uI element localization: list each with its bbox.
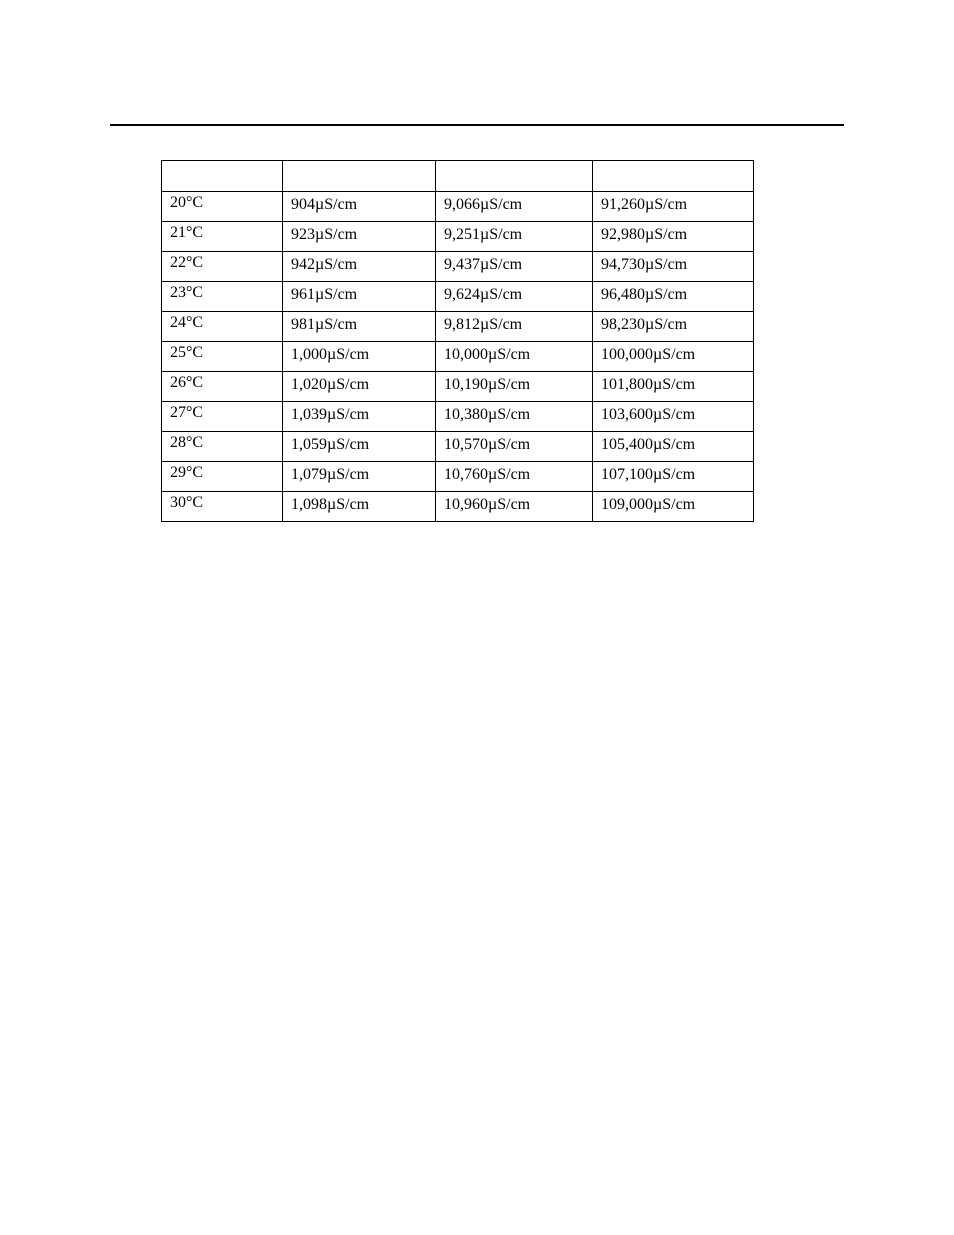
conductivity-cell: 10,380µS/cm xyxy=(436,402,593,432)
conductivity-cell: 961µS/cm xyxy=(283,282,436,312)
conductivity-table xyxy=(161,160,754,522)
header-cell xyxy=(283,161,436,192)
temperature-cell: 27°C xyxy=(162,402,283,432)
conductivity-cell: 904µS/cm xyxy=(283,192,436,222)
table-row xyxy=(162,402,754,432)
conductivity-cell: 9,812µS/cm xyxy=(436,312,593,342)
conductivity-cell: 10,960µS/cm xyxy=(436,492,593,522)
table-row xyxy=(162,252,754,282)
temperature-cell: 28°C xyxy=(162,432,283,462)
conductivity-cell: 10,570µS/cm xyxy=(436,432,593,462)
temperature-cell: 22°C xyxy=(162,252,283,282)
conductivity-cell: 9,066µS/cm xyxy=(436,192,593,222)
temperature-cell: 23°C xyxy=(162,282,283,312)
conductivity-cell: 107,100µS/cm xyxy=(593,462,754,492)
temperature-cell: 20°C xyxy=(162,192,283,222)
conductivity-cell: 1,000µS/cm xyxy=(283,342,436,372)
temperature-cell: 24°C xyxy=(162,312,283,342)
conductivity-cell: 9,251µS/cm xyxy=(436,222,593,252)
conductivity-cell: 105,400µS/cm xyxy=(593,432,754,462)
conductivity-cell: 91,260µS/cm xyxy=(593,192,754,222)
conductivity-cell: 103,600µS/cm xyxy=(593,402,754,432)
conductivity-cell: 101,800µS/cm xyxy=(593,372,754,402)
table-body xyxy=(162,161,754,522)
header-rule xyxy=(110,124,844,126)
conductivity-cell: 94,730µS/cm xyxy=(593,252,754,282)
conductivity-cell: 981µS/cm xyxy=(283,312,436,342)
conductivity-cell: 10,190µS/cm xyxy=(436,372,593,402)
conductivity-cell: 92,980µS/cm xyxy=(593,222,754,252)
table-row xyxy=(162,492,754,522)
table-row xyxy=(162,222,754,252)
table-row xyxy=(162,312,754,342)
conductivity-cell: 923µS/cm xyxy=(283,222,436,252)
conductivity-cell: 10,760µS/cm xyxy=(436,462,593,492)
conductivity-cell: 9,624µS/cm xyxy=(436,282,593,312)
temperature-cell: 29°C xyxy=(162,462,283,492)
conductivity-cell: 10,000µS/cm xyxy=(436,342,593,372)
header-cell xyxy=(162,161,283,192)
table-header-row xyxy=(162,161,754,192)
temperature-cell: 26°C xyxy=(162,372,283,402)
conductivity-cell: 1,039µS/cm xyxy=(283,402,436,432)
table-row xyxy=(162,192,754,222)
conductivity-cell: 100,000µS/cm xyxy=(593,342,754,372)
conductivity-cell: 98,230µS/cm xyxy=(593,312,754,342)
conductivity-cell: 1,079µS/cm xyxy=(283,462,436,492)
conductivity-cell: 942µS/cm xyxy=(283,252,436,282)
header-cell xyxy=(593,161,754,192)
conductivity-cell: 1,020µS/cm xyxy=(283,372,436,402)
conductivity-cell: 1,098µS/cm xyxy=(283,492,436,522)
conductivity-cell: 1,059µS/cm xyxy=(283,432,436,462)
conductivity-cell: 9,437µS/cm xyxy=(436,252,593,282)
header-cell xyxy=(436,161,593,192)
conductivity-cell: 109,000µS/cm xyxy=(593,492,754,522)
table-row xyxy=(162,282,754,312)
table-row xyxy=(162,432,754,462)
temperature-cell: 21°C xyxy=(162,222,283,252)
conductivity-cell: 96,480µS/cm xyxy=(593,282,754,312)
table-row xyxy=(162,342,754,372)
table-row xyxy=(162,372,754,402)
temperature-cell: 25°C xyxy=(162,342,283,372)
temperature-cell: 30°C xyxy=(162,492,283,522)
table-row xyxy=(162,462,754,492)
